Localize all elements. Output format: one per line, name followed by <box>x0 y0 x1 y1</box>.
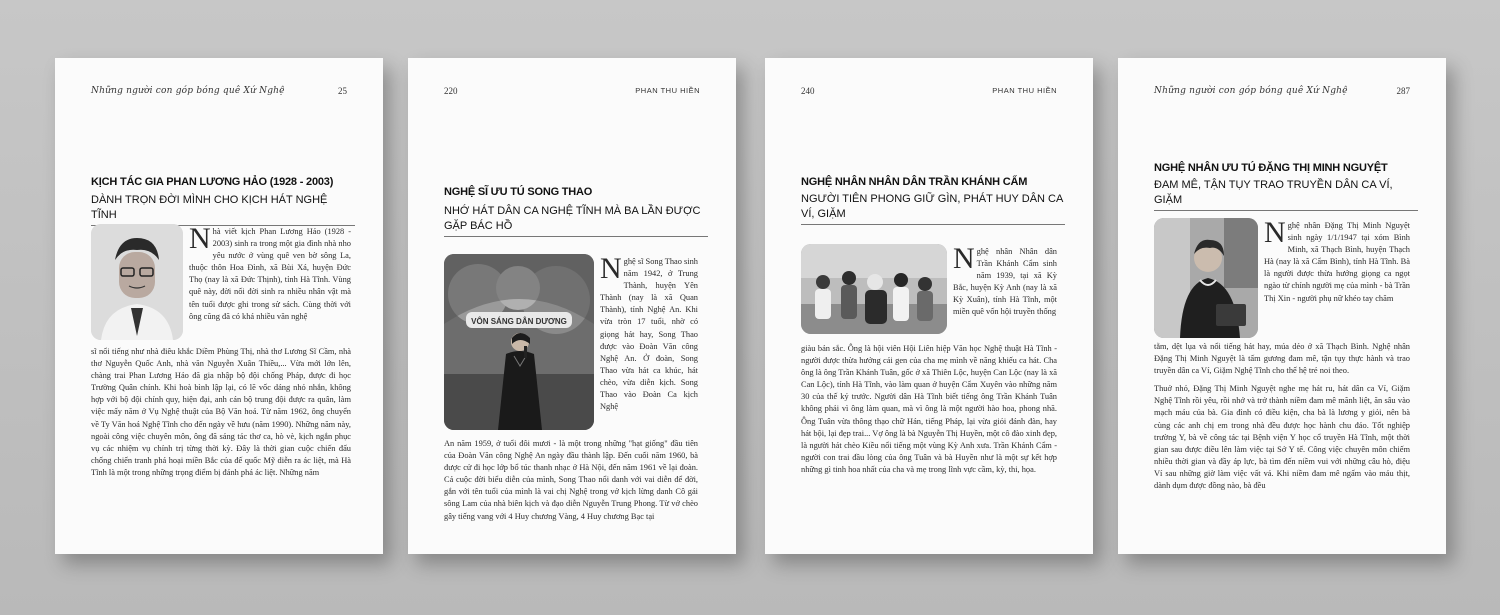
drop-cap: N <box>953 242 975 275</box>
page-number: 25 <box>338 86 347 96</box>
article-subtitle: ĐAM MÊ, TẬN TỤY TRAO TRUYỀN DÂN CA VÍ, GIẶM <box>1154 178 1418 211</box>
book-page-287 <box>1118 58 1446 554</box>
body-paragraph <box>1154 341 1410 492</box>
article-title: NGHỆ NHÂN ƯU TÚ ĐẶNG THỊ MINH NGUYỆT <box>1154 162 1388 174</box>
article-title: NGHỆ SĨ ƯU TÚ SONG THAO <box>444 186 593 198</box>
running-head: Những người con góp bóng quê Xứ Nghệ <box>1154 86 1348 96</box>
wrap-paragraph: Nhà viết kịch Phan Lương Hảo (1928 - 2003) sinh ra trong một gia đình nhà nho yêu nước ở vùng quê ven bờ sông La, thuộc thôn Hoa Đình, xã Bùi Xá, huyện Đức Thọ (nay là xã Đức Thịnh), tỉnh Hà Tĩnh. Vùng quê này, đời nối đời sinh ra nhiều nhân vật mà tên tuổi được ghi trong sử sách. Cùng thời với ông cũng đã có khá nhiều văn nghệ <box>189 222 351 321</box>
paragraph-2: Thuở nhỏ, Đặng Thị Minh Nguyệt nghe mẹ hát ru, hát dân ca Ví, Giặm Nghệ Tĩnh rồi yêu, rồi nhớ và trở thành niềm đam mê mãnh liệt, ăn sâu vào mạch máu của bà. Gia đình có điều kiện, cha bà là lương y giỏi, nên bà cùng các anh chị em trong nhà đều được học hành chu đáo. Tốt nghiệp trường Y, bà về công tác tại Bệnh viện Y học cổ truyền Hà Tĩnh, một thời gian sau được điều lên làm việc tại Sở Y tế. Công việc chuyên môn chiếm nhiều thời gian và đầy áp lực, bà tìm đến niềm vui với những câu hò, điệu Ví sau những giờ làm việc vất vả. Khi niềm đam mê ngấm vào máu thịt, dành dụm được đồng nào, bà đều <box>1154 384 1410 491</box>
page-header <box>801 86 1057 102</box>
stage-banner-text: VÔN SÁNG DÂN DƯƠNG <box>471 317 567 326</box>
page-header <box>91 86 347 102</box>
book-page-25 <box>55 58 383 554</box>
body-paragraph: sĩ nổi tiếng như nhà điêu khắc Diềm Phùng Thị, nhà thơ Lương Sĩ Cầm, nhà thơ Nguyễn Quốc Anh, nhà văn Nguyễn Xuân Thiều,... Vừa mới lớn lên, chàng trai Phan Lương Hảo đã gia nhập bộ đội chống Pháp, được đi học Trường Quân chính. Khi hoà bình lập lại, có lẽ vốc dáng nhỏ nhắn, không hợp với bộ đội chính quy, hiện đại, anh cán bộ trung đội được ra quân, làm việc mấy năm ở Vụ Nghệ thuật của Bộ Văn hoá. Từ năm 1962, ông chuyển về Ty Văn hoá Nghệ Tĩnh cho đến ngày về hưu (năm 1990). Những năm này, ngoài công việc chuyên môn, ông đã sáng tác thơ ca, hò vè, kịch ngắn phục vụ các nhiệm vụ chính trị từng thời kỳ. Đây là thời gian cuộc chiến đấu chống chiến tranh phá hoại miền Bắc của đế quốc Mỹ diễn ra ác liệt, mà Hà Tĩnh là một trong những trọng điểm bị đánh phá ác liệt. Những năm <box>91 347 351 477</box>
drop-cap: N <box>1264 216 1286 249</box>
body-paragraph: An năm 1959, ở tuổi đôi mươi - là một trong những "hạt giống" đầu tiên của Đoàn Văn công Nghệ An ngày đầu thành lập. Đến cuối năm 1960, bà được cử đi học lớp bổ túc thanh nhạc ở Hà Nội, đến năm 1961 về lại đoàn. Cả cuộc đời biểu diễn của mình, Song Thao nổi danh với vai diễn để đời, gắn với tên tuổi của mình là vai chị Nghệ trong vở kịch lừng danh Cô gái sông Lam của nhà biên kịch và đạo diễn Nguyễn Trung Phong. Từ vở chèo gây tiếng vang với 4 Huy chương Vàng, 4 Huy chương Bạc tại <box>444 439 698 521</box>
wrap-paragraph: Nghệ nhân Đặng Thị Minh Nguyệt sinh ngày 1/1/1947 tại xóm Bình Minh, xã Thạch Bình, huyện Thạch Hà (nay là xã Cẩm Bình), tỉnh Hà Tĩnh. Bà là người được thừa hưởng giọng ca ngọt ngào từ chính người mẹ của mình - bà Trần Thị Xin - người phụ nữ khéo tay chăm <box>1264 216 1410 303</box>
page-number: 240 <box>801 86 815 96</box>
paragraph-1: tằm, dệt lụa và nổi tiếng hát hay, múa dẻo ở xã Thạch Bình. Nghệ nhân Đặng Thị Minh Nguyệt là tấm gương đam mê, tận tụy thực hành và trao truyền dân ca Ví, Giặm Nghệ Tĩnh cho thế hệ trẻ noi theo. <box>1154 342 1410 376</box>
article-subtitle: NHỚ HÁT DÂN CA NGHỆ TĨNH MÀ BA LẦN ĐƯỢC GẶP BÁC HỒ <box>444 204 708 237</box>
article-title: NGHỆ NHÂN NHÂN DÂN TRẦN KHÁNH CẨM <box>801 176 1028 188</box>
article-title: KỊCH TÁC GIA PHAN LƯƠNG HẢO (1928 - 2003) <box>91 176 334 188</box>
running-head: PHAN THU HIỀN <box>992 86 1057 95</box>
article-subtitle: NGƯỜI TIÊN PHONG GIỮ GÌN, PHÁT HUY DÂN CA VÍ, GIẶM <box>801 192 1065 225</box>
page-number: 220 <box>444 86 458 96</box>
running-head: Những người con góp bóng quê Xứ Nghệ <box>91 86 285 96</box>
drop-cap: N <box>189 222 211 255</box>
portrait-photo <box>91 224 183 340</box>
elder-woman-photo <box>1154 218 1258 338</box>
stage-singer-photo <box>444 254 594 430</box>
group-photo <box>801 244 947 334</box>
article-subtitle: DÀNH TRỌN ĐỜI MÌNH CHO KỊCH HÁT NGHỆ TĨNH <box>91 193 355 226</box>
wrap-paragraph: Nghệ sĩ Song Thao sinh năm 1942, ở Trung Thành, huyện Yên Thành (nay là xã Quan Thành), tỉnh Nghệ An. Khi vừa tròn 17 tuổi, nhờ có giọng hát hay, Song Thao được vào Đoàn Văn công Nghệ An. Ở đoàn, Song Thao vừa hát ca khúc, hát chèo, vừa diễn kịch. Song Thao vào Đoàn Ca kịch Nghệ <box>600 252 698 412</box>
drop-cap: N <box>600 252 622 285</box>
book-page-220 <box>408 58 736 554</box>
page-header <box>444 86 700 102</box>
body-paragraph: giàu bản sắc. Ông là hội viên Hội Liên hiệp Văn học Nghệ thuật Hà Tĩnh - người được thừa hưởng cái gen của cha mẹ mình về năng khiếu ca hát. Cha ông là ông Trần Khánh Tuân, gốc ở xã Thiên Lộc, huyện Can Lộc (nay là xã Can Lộc), tỉnh Hà Tĩnh, vào làm quan ở huyện Cẩm Xuyên vào những năm 30 của thế kỷ trước. Người dân Hà Tĩnh biết tiếng ông Trần Khánh Tuân không phải vì ông làm quan, mà vì ông là một người hào hoa, phong nhã. Ông Tuân vừa thông thạo chữ Hán, tiếng Pháp, lại vừa giỏi đánh đàn, hay hát bội, lại đẹp trai... Vợ ông là bà Nguyễn Thị Huyền, một cô đào xinh đẹp, là người hát chèo Kiều nổi tiếng một vùng Kỳ Anh xưa. Trần Khánh Cẩm - người con trai đầu lòng của ông Tuân và bà Huyền như là một sự kết hợp những gì tinh hoa nhất của cha và mẹ trong lĩnh vực cầm, kỳ, thi, họa. <box>801 344 1057 474</box>
page-number: 287 <box>1396 86 1410 96</box>
book-page-240 <box>765 58 1093 554</box>
running-head: PHAN THU HIỀN <box>635 86 700 95</box>
page-header <box>1154 86 1410 102</box>
wrap-paragraph: Nghệ nhân Nhân dân Trần Khánh Cẩm sinh năm 1939, tại xã Kỳ Bắc, huyện Kỳ Anh (nay là xã Kỳ Xuân), tỉnh Hà Tĩnh, một miền quê vốn hội truyền thống <box>953 242 1057 317</box>
